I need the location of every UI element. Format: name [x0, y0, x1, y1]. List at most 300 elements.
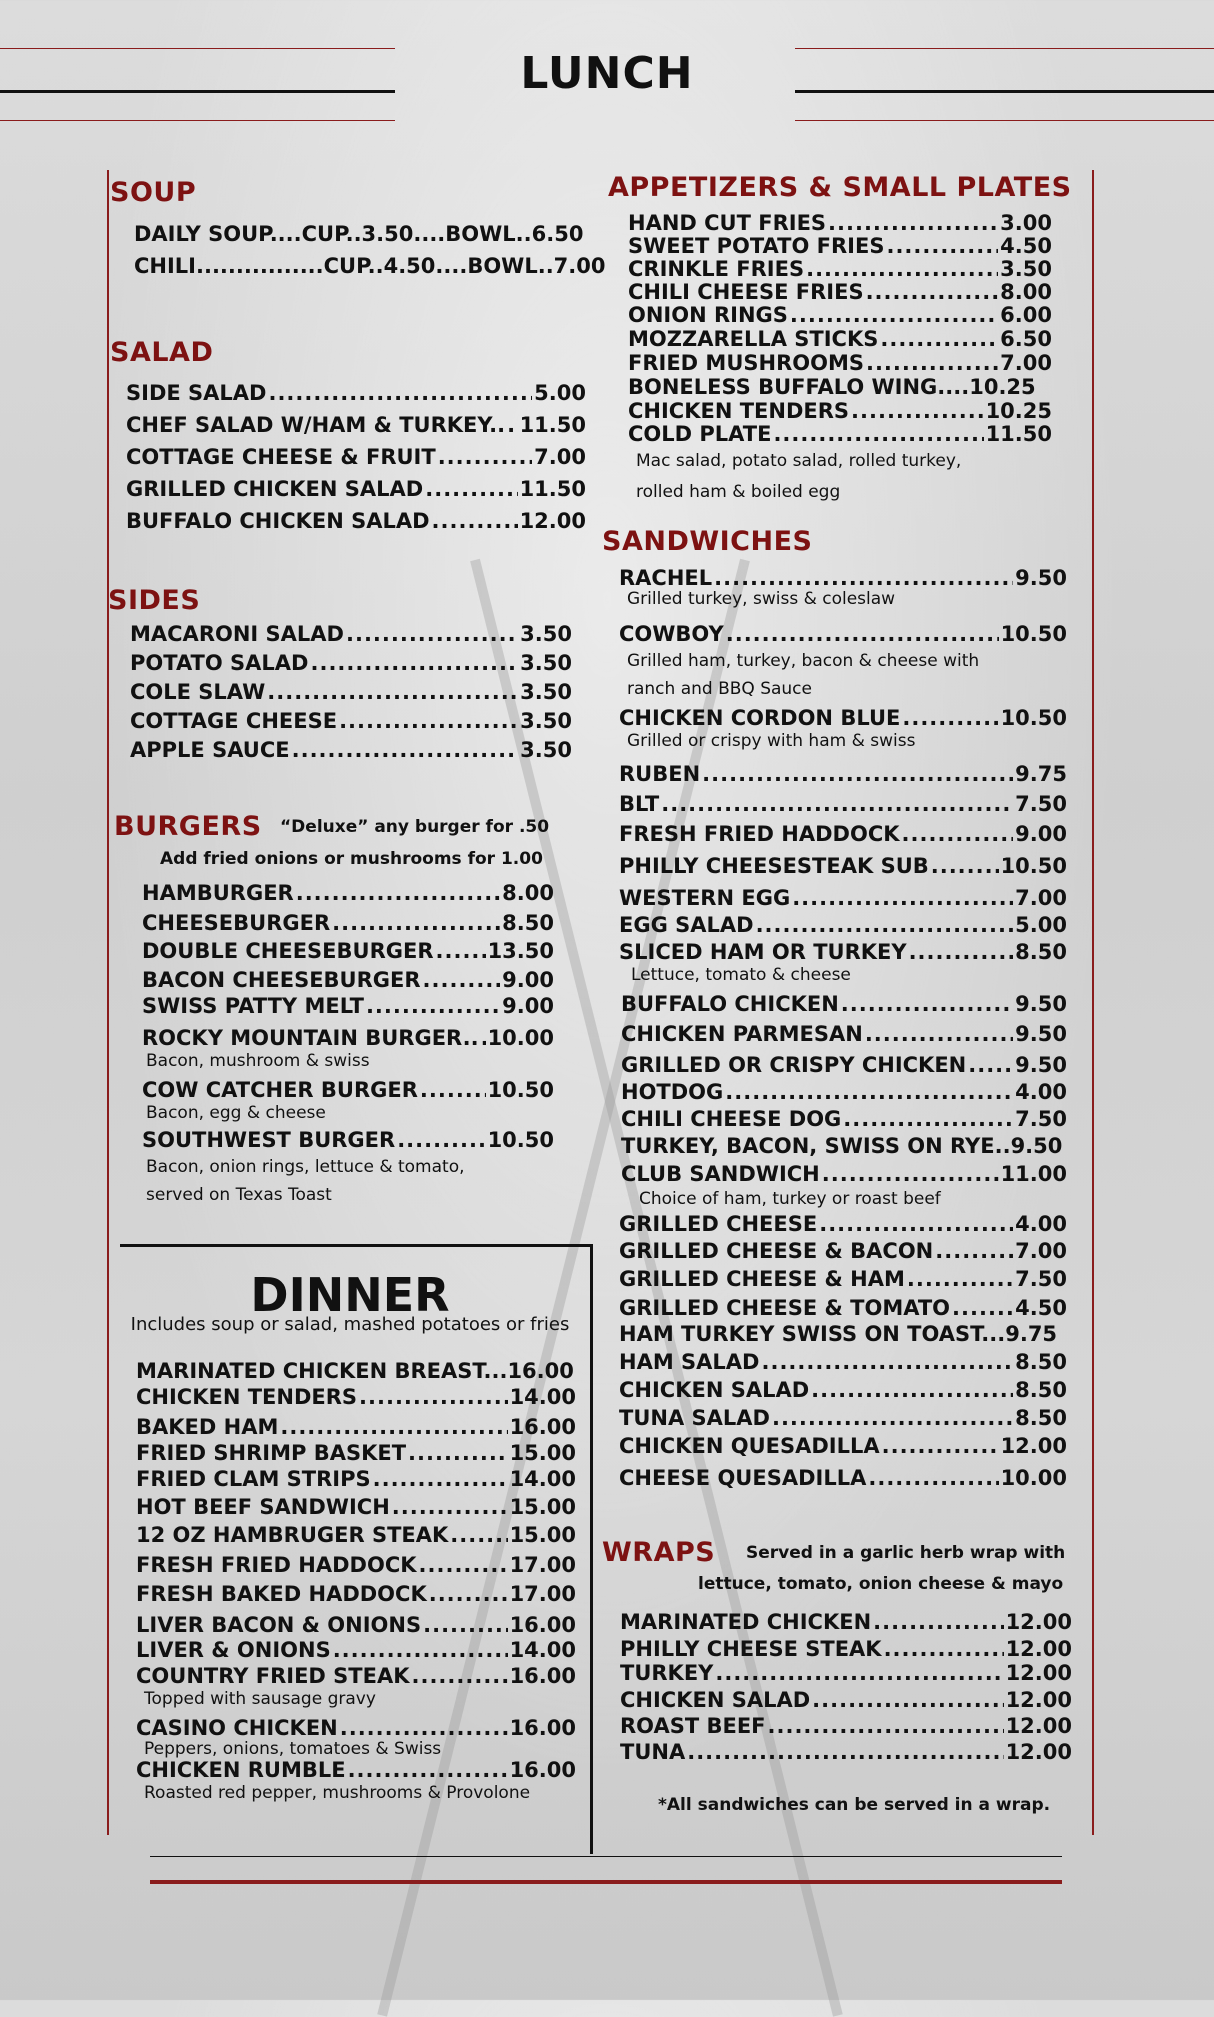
item-name: WESTERN EGG	[619, 886, 791, 910]
leader-dots	[822, 1162, 999, 1186]
menu-item	[126, 509, 586, 533]
menu-item	[142, 994, 554, 1018]
item-name: CHEESEBURGER	[142, 911, 331, 935]
item-name: CASINO CHICKEN	[136, 1716, 338, 1740]
item-price: 9.00	[502, 968, 554, 992]
item-price: 16.00	[507, 1359, 574, 1383]
menu-item	[136, 1664, 576, 1688]
leader-dots	[268, 381, 532, 405]
menu-item	[134, 222, 584, 246]
menu-item	[619, 762, 1067, 786]
menu-item	[619, 886, 1067, 910]
wraps-footnote: *All sandwiches can be served in a wrap.	[658, 1795, 1051, 1815]
dinner-subtitle: Includes soup or salad, mashed potatoes or fries	[130, 1314, 570, 1335]
item-price: 7.50	[1015, 792, 1067, 816]
menu-item	[619, 992, 1067, 1016]
item-name: EGG SALAD	[619, 913, 754, 937]
item-name: FRESH BAKED HADDOCK	[136, 1582, 427, 1606]
menu-item	[619, 792, 1067, 816]
item-price: 7.00	[1000, 351, 1052, 375]
item-name: CHILI CHEESE FRIES	[628, 280, 864, 304]
item-price: 12.00	[1005, 1740, 1072, 1764]
leader-dots	[811, 1378, 1013, 1402]
item-name: BUFFALO CHICKEN	[621, 992, 839, 1016]
leader-dots	[843, 1107, 1013, 1131]
leader-dots	[761, 1350, 1013, 1374]
menu-item	[619, 1466, 1067, 1490]
menu-item	[130, 738, 572, 762]
leader-dots	[332, 911, 500, 935]
item-name: MARINATED CHICKEN BREAST...	[136, 1359, 508, 1383]
leader-dots	[792, 886, 1013, 910]
item-price: 11.50	[519, 477, 586, 501]
leader-dots	[773, 423, 983, 446]
item-name: COW CATCHER BURGER	[142, 1078, 418, 1102]
item-name: CHEF SALAD W/HAM & TURKEY..	[126, 413, 506, 437]
leader-dots	[408, 1441, 508, 1465]
item-name: GRILLED CHICKEN SALAD	[126, 477, 424, 501]
menu-item	[136, 1415, 576, 1439]
item-name: FRIED CLAM STRIPS	[136, 1467, 371, 1491]
menu-item	[619, 1434, 1067, 1458]
leader-dots	[880, 327, 998, 352]
burgers-deluxe-note: “Deluxe” any burger for .50	[280, 817, 550, 837]
item-price: 3.50	[1000, 257, 1052, 281]
menu-item	[619, 1239, 1067, 1263]
item-name: HOT BEEF SANDWICH	[136, 1495, 390, 1519]
menu-item	[628, 327, 1052, 352]
leader-dots	[714, 566, 1013, 590]
menu-item	[136, 1716, 576, 1740]
item-price: 10.00	[1000, 1466, 1067, 1490]
item-price: 15.00	[509, 1523, 576, 1547]
leader-dots	[311, 651, 519, 675]
menu-item	[136, 1582, 576, 1606]
menu-item	[628, 212, 1052, 235]
leader-dots	[373, 1467, 508, 1491]
leader-dots	[702, 762, 1013, 786]
leader-dots	[333, 1638, 508, 1662]
dinner-list	[136, 1359, 576, 1804]
menu-item	[136, 1613, 576, 1637]
menu-title: LUNCH	[520, 48, 694, 99]
item-price: 14.00	[509, 1385, 576, 1409]
item-description: Topped with sausage gravy	[144, 1689, 376, 1709]
item-name: GRILLED CHEESE	[619, 1212, 818, 1236]
menu-item	[142, 939, 554, 963]
item-price: 7.00	[1015, 1239, 1067, 1263]
item-price: 6.00	[1000, 303, 1052, 327]
menu-item	[136, 1467, 576, 1491]
leader-dots	[392, 1495, 508, 1519]
leader-dots	[873, 1610, 1003, 1634]
menu-item	[136, 1758, 576, 1782]
item-name: BLT	[619, 792, 660, 816]
menu-item	[136, 1523, 576, 1547]
item-price: 16.00	[509, 1716, 576, 1740]
item-name: COUNTRY FRIED STEAK	[136, 1664, 410, 1688]
item-name: HAMBURGER	[142, 881, 294, 905]
item-price: 7.00	[534, 445, 586, 469]
item-price: 9.75	[1005, 1322, 1058, 1346]
item-price: 8.50	[1015, 940, 1067, 964]
item-price: 8.50	[1015, 1350, 1067, 1374]
leader-dots	[952, 1296, 1013, 1320]
item-price: 10.50	[1000, 854, 1067, 878]
item-name: ROCKY MOUNTAIN BURGER..	[142, 1026, 479, 1050]
item-name: CRINKLE FRIES	[628, 257, 805, 281]
leader-dots	[828, 212, 998, 235]
item-price: 9.50	[1015, 992, 1067, 1016]
menu-item	[136, 1441, 576, 1465]
menu-item	[142, 968, 554, 992]
leader-dots	[935, 1239, 1013, 1263]
wraps-note: lettuce, tomato, onion cheese & mayo	[698, 1574, 1064, 1594]
wraps-list	[620, 1610, 1072, 1764]
item-name: RACHEL	[619, 566, 713, 590]
leader-dots	[902, 706, 998, 730]
menu-item	[628, 258, 1052, 281]
menu-item	[130, 651, 572, 675]
leader-dots	[450, 1523, 507, 1547]
item-price: 9.00	[502, 994, 554, 1018]
item-name: CHICKEN TENDERS	[136, 1385, 358, 1409]
leader-dots	[812, 1688, 1003, 1712]
item-name: BACON CHEESEBURGER	[142, 968, 421, 992]
leader-dots	[661, 792, 1013, 816]
item-name: POTATO SALAD	[130, 651, 309, 675]
item-price: 12.00	[519, 509, 586, 533]
item-price: 12.00	[1005, 1661, 1072, 1685]
menu-item	[620, 1610, 1072, 1634]
item-price: 4.50	[1015, 1296, 1067, 1320]
menu-item	[619, 1053, 1067, 1077]
item-price: 16.00	[509, 1613, 576, 1637]
item-name: PHILLY CHEESESTEAK SUB	[619, 854, 929, 878]
leader-dots	[296, 881, 500, 905]
item-name: LIVER & ONIONS	[136, 1638, 331, 1662]
item-price: 8.50	[1015, 1406, 1067, 1430]
item-name: PHILLY CHEESE STEAK	[620, 1637, 882, 1661]
item-price: 12.00	[1005, 1688, 1072, 1712]
item-name: LIVER BACON & ONIONS	[136, 1613, 422, 1637]
item-name: SWISS PATTY MELT	[142, 994, 364, 1018]
leader-dots	[339, 709, 518, 733]
item-price: 9.50	[1015, 1022, 1067, 1046]
leader-dots	[907, 1267, 1013, 1291]
sides-list	[130, 622, 572, 762]
leader-dots	[507, 413, 517, 437]
item-name: CHILI................CUP..4.50....BOWL..	[134, 254, 554, 278]
menu-item	[142, 911, 554, 935]
menu-item	[628, 400, 1052, 423]
item-price: 10.50	[1000, 706, 1067, 730]
menu-item	[619, 622, 1067, 646]
item-price: 9.75	[1015, 762, 1067, 786]
menu-item	[126, 413, 586, 437]
item-name: ONION RINGS	[628, 303, 788, 327]
leader-dots	[397, 1128, 485, 1152]
item-name: GRILLED CHEESE & BACON	[619, 1239, 934, 1263]
menu-item	[619, 706, 1067, 730]
leader-dots	[868, 1466, 998, 1490]
appetizers-heading: APPETIZERS & SMALL PLATES	[608, 172, 1072, 203]
item-name: CHICKEN RUMBLE	[136, 1758, 346, 1782]
leader-dots	[423, 1613, 507, 1637]
menu-item	[619, 1212, 1067, 1236]
leader-dots	[756, 913, 1014, 937]
menu-item	[619, 1378, 1067, 1402]
sandwiches-list	[619, 566, 1067, 1490]
leader-dots	[366, 994, 500, 1018]
item-name: COTTAGE CHEESE & FRUIT	[126, 445, 436, 469]
item-price: 6.50	[1000, 327, 1052, 351]
menu-item	[136, 1359, 576, 1383]
item-name: MOZZARELLA STICKS	[628, 327, 879, 351]
leader-dots	[841, 992, 1013, 1016]
item-price: 7.00	[1015, 886, 1067, 910]
menu-item	[619, 1350, 1067, 1374]
leader-dots	[884, 1637, 1004, 1661]
appetizers-list	[628, 212, 1052, 507]
menu-item	[142, 1026, 554, 1050]
menu-item	[136, 1495, 576, 1519]
item-price: 12.00	[1000, 1434, 1067, 1458]
item-name: CHICKEN PARMESAN	[621, 1022, 863, 1046]
item-name: TURKEY	[620, 1661, 714, 1685]
item-name: FRIED MUSHROOMS	[628, 351, 864, 375]
menu-item	[628, 423, 1052, 446]
item-description: Bacon, mushroom & swiss	[146, 1051, 370, 1071]
item-name: RUBEN	[619, 762, 701, 786]
item-price: 8.50	[502, 911, 554, 935]
item-name: SWEET POTATO FRIES	[628, 234, 885, 258]
menu-item	[620, 1637, 1072, 1661]
leader-dots	[359, 1385, 508, 1409]
item-name: CHICKEN TENDERS	[628, 399, 850, 423]
leader-dots	[726, 622, 999, 646]
leader-dots	[436, 939, 486, 963]
header-rule	[795, 120, 1214, 121]
item-description: Lettuce, tomato & cheese	[631, 965, 851, 985]
item-name: HAM TURKEY SWISS ON TOAST...	[619, 1322, 1006, 1346]
burgers-addon-note: Add fried onions or mushrooms for 1.00	[160, 849, 543, 869]
item-price: 15.00	[509, 1495, 576, 1519]
item-price: 11.00	[1000, 1162, 1067, 1186]
leader-dots	[851, 400, 984, 423]
item-name: HAM SALAD	[619, 1350, 760, 1374]
leader-dots	[806, 258, 998, 281]
item-price: 10.50	[487, 1078, 554, 1102]
item-price: 15.00	[509, 1441, 576, 1465]
menu-item	[619, 1022, 1067, 1046]
leader-dots	[790, 304, 998, 327]
footer-rule	[150, 1856, 1062, 1857]
item-price: 3.50	[520, 651, 572, 675]
menu-item	[628, 281, 1052, 304]
item-name: CHICKEN SALAD	[620, 1688, 811, 1712]
item-price: 10.50	[487, 1128, 554, 1152]
item-price: 10.50	[1000, 622, 1067, 646]
item-name: COTTAGE CHEESE	[130, 709, 338, 733]
item-description: Grilled turkey, swiss & coleslaw	[627, 589, 896, 609]
item-price: 5.00	[1015, 913, 1067, 937]
item-price: 3.50	[520, 622, 572, 646]
menu-item	[619, 1296, 1067, 1320]
leader-dots	[412, 1664, 508, 1688]
item-price: 17.00	[509, 1582, 576, 1606]
item-name: FRESH FRIED HADDOCK	[136, 1553, 417, 1577]
menu-item	[619, 1107, 1067, 1131]
item-price: 5.00	[534, 381, 586, 405]
item-price: 11.50	[985, 422, 1052, 446]
wraps-heading: WRAPS	[602, 1537, 716, 1568]
item-name: DOUBLE CHEESEBURGER	[142, 939, 434, 963]
item-name: TURKEY, BACON, SWISS ON RYE..	[621, 1134, 1011, 1158]
menu-item	[136, 1638, 576, 1662]
menu-item	[130, 622, 572, 646]
item-name: GRILLED OR CRISPY CHICKEN	[621, 1053, 967, 1077]
item-price: 14.00	[509, 1638, 576, 1662]
item-name: COWBOY	[619, 622, 724, 646]
item-price: 4.00	[1015, 1212, 1067, 1236]
header-rule	[0, 120, 395, 121]
item-price: 14.00	[509, 1467, 576, 1491]
item-price: 7.50	[1015, 1107, 1067, 1131]
item-name: BONELESS BUFFALO WING....	[628, 375, 970, 399]
item-name: COLD PLATE	[628, 422, 772, 446]
item-price: 3.50	[520, 709, 572, 733]
item-name: HAND CUT FRIES	[628, 211, 827, 235]
item-description: Grilled ham, turkey, bacon & cheese with	[627, 651, 980, 671]
item-price: 9.00	[1015, 822, 1067, 846]
item-name: BUFFALO CHICKEN SALAD	[126, 509, 430, 533]
leader-dots	[909, 940, 1014, 964]
footer-rule	[150, 1880, 1062, 1884]
menu-item	[130, 680, 572, 704]
menu-item	[628, 235, 1052, 258]
menu-item	[136, 1385, 576, 1409]
menu-item	[619, 822, 1067, 846]
leader-dots	[968, 1053, 1013, 1077]
menu-item	[628, 304, 1052, 327]
menu-item	[619, 940, 1067, 964]
item-price: 16.00	[509, 1664, 576, 1688]
menu-item	[142, 1128, 554, 1152]
menu-item	[620, 1661, 1072, 1685]
item-price: 10.25	[969, 375, 1036, 399]
item-price: 7.00	[553, 254, 606, 278]
wraps-note: Served in a garlic herb wrap with	[746, 1543, 1066, 1563]
item-description: rolled ham & boiled egg	[636, 482, 841, 502]
item-price: 13.50	[487, 939, 554, 963]
leader-dots	[931, 854, 999, 878]
item-name: TUNA SALAD	[619, 1406, 770, 1430]
item-name: 12 OZ HAMBRUGER STEAK	[136, 1523, 449, 1547]
menu-item	[619, 566, 1067, 590]
item-description: Grilled or crispy with ham & swiss	[627, 731, 916, 751]
menu-item	[628, 352, 1052, 375]
item-name: DAILY SOUP....CUP..3.50....BOWL..	[134, 222, 532, 246]
leader-dots	[866, 281, 999, 304]
item-name: CHEESE QUESADILLA	[619, 1466, 867, 1490]
item-price: 8.00	[502, 881, 554, 905]
menu-item	[620, 1688, 1072, 1712]
item-name: CHICKEN SALAD	[619, 1378, 810, 1402]
item-price: 10.00	[487, 1026, 554, 1050]
item-name: BAKED HAM	[136, 1415, 279, 1439]
item-description: Bacon, onion rings, lettuce & tomato,	[146, 1157, 465, 1177]
item-name: HOTDOG	[621, 1080, 724, 1104]
item-price: 8.50	[1015, 1378, 1067, 1402]
leader-dots	[481, 1026, 486, 1050]
leader-dots	[438, 445, 532, 469]
leader-dots	[292, 738, 519, 762]
leader-dots	[348, 1758, 508, 1782]
item-price: 3.00	[1000, 211, 1052, 235]
item-name: COLE SLAW	[130, 680, 266, 704]
leader-dots	[425, 477, 517, 501]
item-description: Choice of ham, turkey or roast beef	[639, 1189, 941, 1209]
item-name: MACARONI SALAD	[130, 622, 344, 646]
menu-item	[620, 1740, 1072, 1764]
leader-dots	[340, 1716, 508, 1740]
item-price: 12.00	[1005, 1714, 1072, 1738]
menu-item	[130, 709, 572, 733]
item-price: 17.00	[509, 1553, 576, 1577]
item-name: MARINATED CHICKEN	[620, 1610, 872, 1634]
item-name: CLUB SANDWICH	[621, 1162, 820, 1186]
item-price: 3.50	[520, 680, 572, 704]
item-price: 3.50	[520, 738, 572, 762]
item-price: 11.50	[519, 413, 586, 437]
menu-item	[134, 254, 606, 278]
leader-dots	[420, 1078, 486, 1102]
menu-item	[142, 1078, 554, 1102]
menu-item	[619, 913, 1067, 937]
item-price: 9.50	[1015, 566, 1067, 590]
menu-item	[126, 445, 586, 469]
burgers-heading: BURGERS	[114, 811, 262, 842]
menu-item	[619, 1134, 1067, 1158]
leader-dots	[280, 1415, 507, 1439]
item-price: 9.50	[1010, 1134, 1063, 1158]
item-description: Mac salad, potato salad, rolled turkey,	[636, 451, 962, 471]
item-name: APPLE SAUCE	[130, 738, 290, 762]
menu-item	[619, 1267, 1067, 1291]
item-name: CHICKEN QUESADILLA	[619, 1434, 880, 1458]
soup-list	[134, 222, 606, 278]
item-price: 12.00	[1005, 1637, 1072, 1661]
item-price: 4.00	[1015, 1080, 1067, 1104]
leader-dots	[865, 1022, 1013, 1046]
item-name: TUNA	[620, 1740, 686, 1764]
item-description: Roasted red pepper, mushrooms & Provolone	[144, 1783, 531, 1803]
item-name: SLICED HAM OR TURKEY	[619, 940, 907, 964]
leader-dots	[902, 822, 1014, 846]
menu-item	[619, 854, 1067, 878]
item-name: SIDE SALAD	[126, 381, 267, 405]
item-price: 6.50	[531, 222, 584, 246]
item-price: 10.25	[985, 399, 1052, 423]
item-price: 16.00	[509, 1415, 576, 1439]
item-name: GRILLED CHEESE & HAM	[619, 1267, 905, 1291]
burgers-list	[142, 881, 554, 1208]
menu-item	[619, 1080, 1067, 1104]
sandwiches-heading: SANDWICHES	[602, 526, 813, 557]
leader-dots	[423, 968, 501, 992]
item-price: 8.00	[1000, 280, 1052, 304]
